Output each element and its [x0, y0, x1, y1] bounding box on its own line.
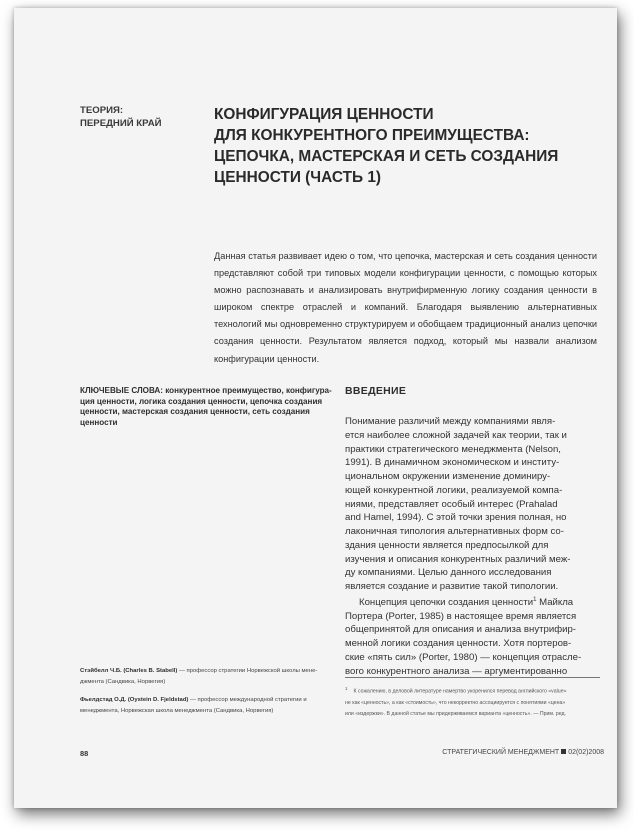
footnote-number: 1 [345, 686, 348, 691]
square-bullet-icon [561, 749, 566, 754]
author-affiliation: — профессор стратегии Норвежской школы мене- [178, 668, 318, 674]
author-notes [80, 666, 342, 724]
intro-line: здания ценности является предпосылкой для [345, 539, 549, 551]
abstract: Данная статья развивает идею о том, что цепочка, мастерская и сеть создания ценности представляют собой три типовых модели конфигурации ценности, с помощью которых можно распознавать и анализировать внутрифирменную логику создания ценности в широком спектре отраслей и компаний. Благодаря выявлению альтернативных технологий мы одновременно структурируем и обобщаем традиционный анализ цепочки создания ценности. Результатом является подход, который мы назвали анализом конфигурации ценности. [214, 251, 597, 364]
intro-p2-text: Майкла [536, 596, 574, 608]
intro-line: ские «пять сил» (Porter, 1980) — концепция отрасле- [345, 651, 582, 663]
intro-line: and Hamel, 1994). С этой точки зрения полная, но [345, 512, 567, 524]
footnote-line: не как «ценность», а как «стоимость», что некорректно ассоциируется с понятиями «цена» [345, 699, 566, 706]
author-line [80, 695, 342, 706]
intro-body [345, 415, 600, 678]
intro-line: изучения и описания конкурентных различий меж- [345, 553, 571, 565]
author-affiliation: — профессор международной стратегии и [190, 697, 307, 703]
author-entry [80, 695, 342, 716]
author-entry [80, 666, 342, 687]
intro-heading: ВВЕДЕНИЕ [345, 385, 407, 397]
title-line: ЦЕПОЧКА, МАСТЕРСКАЯ И СЕТЬ СОЗДАНИЯ [214, 148, 559, 165]
keywords-line: ценности, мастерская создания ценности, сеть создания [80, 407, 310, 417]
intro-line: является создание и развитие такой типологии. [345, 581, 559, 592]
keywords-line: ция ценности, логика создания ценности, цепочка создания [80, 396, 323, 406]
intro-line: ниями, представляет особый интерес (Prahalad [345, 498, 558, 510]
intro-line: 1991). В динамичном экономическом и институ- [345, 457, 560, 469]
author-line: менеджмента, Норвежская школа менеджмента (Сандвика, Норвегия) [80, 707, 274, 714]
footnote-line: или «издержки». В данной статье мы придерживаемся варианта «ценность». — Прим. ред. [345, 710, 566, 717]
journal-issue: 02(02)2008 [568, 749, 604, 756]
journal-name: СТРАТЕГИЧЕСКИЙ МЕНЕДЖМЕНТ [442, 749, 560, 756]
author-name: Фьелдстад О.Д. (Oystein D. Fjeldstad) [80, 697, 189, 703]
intro-line: практики стратегического менеджмента (Nelson, [345, 443, 561, 455]
journal-footer [434, 749, 604, 756]
keywords-line: ценности [80, 417, 118, 427]
intro-line [345, 594, 600, 610]
author-name: Стэйбелл Ч.Б. (Charles B. Stabell) [80, 668, 178, 674]
intro-line: менной логики создания ценности. Хотя портеров- [345, 638, 572, 650]
title-line: ДЛЯ КОНКУРЕНТНОГО ПРЕИМУЩЕСТВА: [214, 127, 530, 144]
keywords [80, 386, 330, 428]
intro-p2-text: Концепция цепочки создания ценности [359, 596, 534, 608]
author-line [80, 666, 342, 677]
section-label-line: ПЕРЕДНИЙ КРАЙ [80, 118, 162, 129]
footnote-line [345, 683, 605, 698]
author-line: джмента (Сандвика, Норвегия) [80, 678, 166, 685]
article-title [214, 104, 604, 188]
section-label-line: ТЕОРИЯ: [80, 105, 124, 116]
intro-line: лаконичная типология альтернативных форм со- [345, 526, 564, 537]
intro-line: ющей конкурентной логики, реализуемой компа- [345, 484, 563, 496]
footnote-text: К сожалению, в деловой литературе намертво укоренился перевод английского «value» [353, 688, 567, 695]
intro-line: Портера (Porter, 1985) в настоящее время является [345, 610, 577, 622]
intro-line: циональном окружении изменение доминиру- [345, 471, 551, 482]
journal-page [14, 8, 617, 808]
keywords-line: КЛЮЧЕВЫЕ СЛОВА: конкурентное преимущество, конфигура- [80, 386, 332, 395]
intro-line: общепринятой для описания и анализа внутрифир- [345, 624, 576, 636]
title-line: КОНФИГУРАЦИЯ ЦЕННОСТИ [214, 106, 434, 123]
intro-line: ется наиболее сложной задачей как теории, так и [345, 429, 567, 441]
title-line: ЦЕННОСТИ (ЧАСТЬ 1) [214, 169, 382, 186]
footnote-divider [345, 677, 600, 678]
page-number: 88 [80, 749, 89, 758]
intro-line: Понимание различий между компаниями явля- [345, 416, 556, 427]
footnote [345, 683, 605, 720]
intro-line: ду компаниями. Целью данного исследования [345, 567, 552, 579]
footnote-ref[interactable]: 1 [533, 596, 537, 603]
intro-line: вого конкурентного анализа — аргументированно [345, 665, 568, 677]
section-label [80, 104, 200, 130]
